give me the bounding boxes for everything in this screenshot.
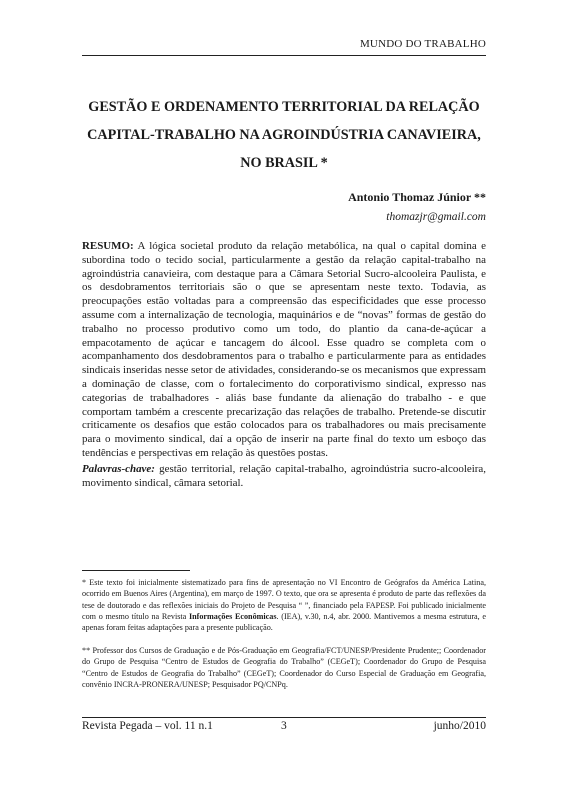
footnote-1 (82, 577, 486, 633)
footnote-1-journal: Informações Econômicas (188, 611, 277, 621)
abstract (82, 240, 486, 461)
footer-rule (82, 717, 486, 718)
footnote-1-text-b: . (IEA), v.30, n.4, abr. 2000. Mantivemos a mesma estrutura, e apenas foram feitas adaptações para a presente publicação. (82, 611, 486, 633)
keywords-text: gestão territorial, relação capital-trabalho, agroindústria sucro-alcooleira, movimento sindical, câmara setorial. (82, 463, 487, 489)
running-header: MUNDO DO TRABALHO (359, 38, 486, 50)
page-number: 3 (281, 720, 287, 732)
author-name: Antonio Thomaz Júnior ** (348, 190, 486, 204)
journal-info: Revista Pegada – vol. 11 n.1 (82, 720, 213, 732)
header-rule (82, 55, 486, 56)
abstract-text: A lógica societal produto da relação metabólica, na qual o capital domina e subordina todo o tecido social, particularmente a gestão da relação capital-trabalho na agroindústria canavieira, com destaque para a Câmara Setorial Sucro-alcooleira Paulista, e os desdobramentos territoriais são o que se apresentam neste texto. Todavia, as preocupações estão voltadas para a compreensão das especificidades que esse processo assume com a internalização de tecnologia, maquinários e de “novas” formas de gestão do trabalho no processo produtivo como um todo, do plantio da cana-de-açúcar a empacotamento de açúcar e tancagem do álcool. Esse quadro se completa com o acompanhamento dos desdobramentos para o trabalho e particularmente para as entidades sindicais inseridas nesse setor de atividades, considerando-se os mecanismos que expressam a dominação de classe, com o fortalecimento do corporativismo sindical, expresso nas categorias de trabalhadores - aliás base fundante da alienação do trabalho - e que comportam também a crescente precarização das relações de trabalho. Pretende-se discutir criticamente os desafios que estão colocados para os trabalhadores ou mais precisamente para o movimento sindical, daí a opção de inserir na parte final do texto um esboço das tendências e perspectivas em relação às questões postas. (82, 240, 486, 459)
abstract-label: RESUMO: (82, 240, 134, 252)
keywords-label: Palavras-chave: (82, 463, 155, 475)
footnote-1-text-a: * Este texto foi inicialmente sistematizado para fins de apresentação no VI Encontro de Geógrafos da América Latina, ocorrido em Buenos Aires (Argentina), em março de 1997. O texto, que ora se apresenta é produto de parte das reflexões da tese de doutorado e das reflexões iniciais do Projeto de Pesquisa “ ”, financiado pela FAPESP. Foi publicado inicialmente com o mesmo título na Revista (82, 578, 486, 621)
keywords (82, 463, 486, 491)
footnote-2: ** Professor dos Cursos de Graduação e de Pós-Graduação em Geografia/FCT/UNESP/Presidente Prudente;; Coordenador do Grupo de Pesquisa “Centro de Estudos de Geografia do Trabalho” (CEGeT); Coordenador do Grupo de Pesquisa “Centro de Estudos de Geografia do Trabalho” (CEGeT); Coordenador do Curso Especial de Graduação em Geografia, convênio INCRA-PRONERA/UNESP; Pesquisador PQ/CNPq. (82, 646, 486, 689)
footnote-separator (82, 570, 190, 571)
article-title: GESTÃO E ORDENAMENTO TERRITORIAL DA RELAÇÃO CAPITAL-TRABALHO NA AGROINDÚSTRIA CANAVIEIRA, NO BRASIL * (87, 99, 481, 171)
issue-date: junho/2010 (433, 720, 486, 732)
author-email: thomazjr@gmail.com (386, 211, 486, 223)
